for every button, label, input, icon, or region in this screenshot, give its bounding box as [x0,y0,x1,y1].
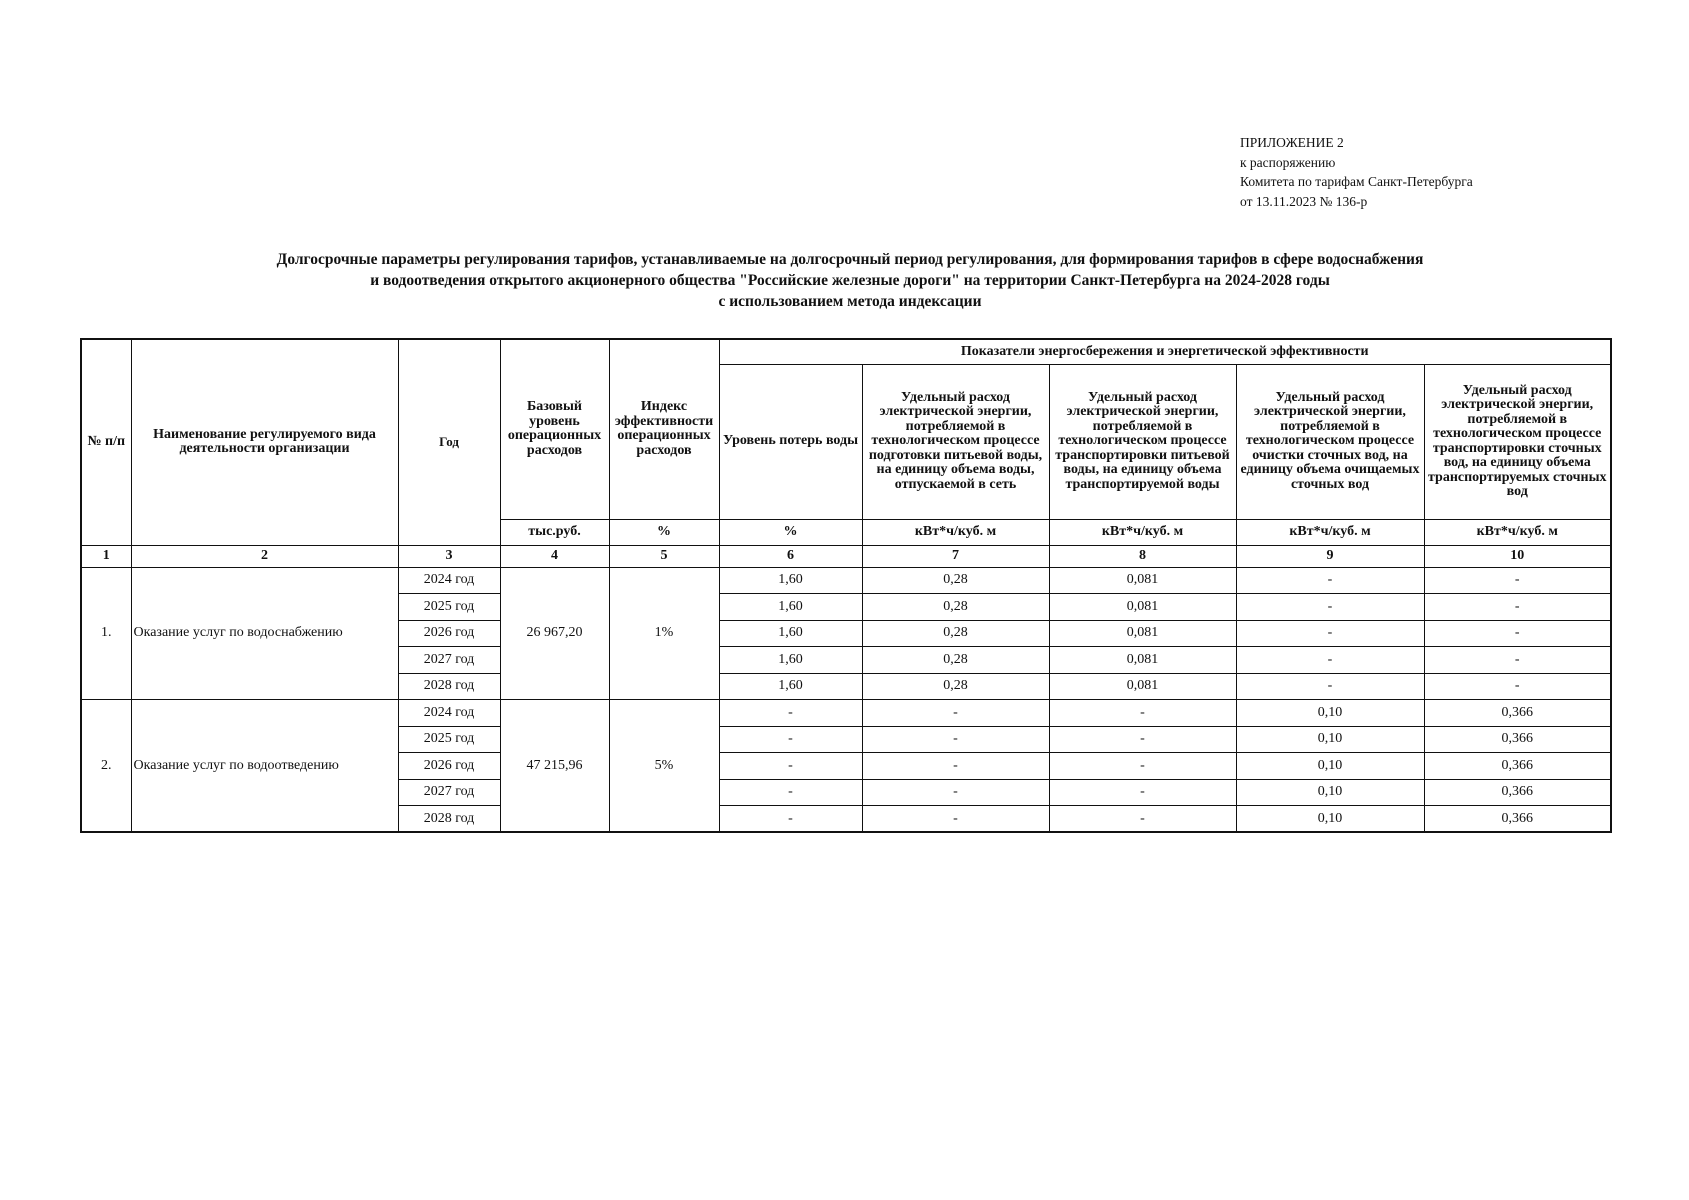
water-loss-value: 1,60 [719,594,862,621]
energy-wastewater-transport-value: - [1424,620,1611,647]
header-num: № п/п [81,339,131,545]
base-level-value: 47 215,96 [500,700,609,833]
year-cell: 2028 год [398,806,500,833]
efficiency-index-value: 1% [609,567,719,700]
unit-energy-water-transport: кВт*ч/куб. м [1049,519,1236,545]
energy-wastewater-cleaning-value: - [1236,620,1424,647]
header-efficiency-index: Индекс эффективности операционных расходов [609,339,719,519]
water-loss-value: 1,60 [719,620,862,647]
energy-wastewater-cleaning-value: - [1236,673,1424,700]
title-line-1: Долгосрочные параметры регулирования тарифов, устанавливаемые на долгосрочный период регулирования, для формирования тарифов в сфере водоснабжения [276,251,1424,268]
appendix-date: от 13.11.2023 № 136-р [1240,193,1368,209]
energy-preparation-value: 0,28 [862,673,1049,700]
energy-wastewater-transport-value: 0,366 [1424,806,1611,833]
header-energy-group: Показатели энергосбережения и энергетической эффективности [719,339,1611,364]
energy-preparation-value: 0,28 [862,620,1049,647]
water-loss-value: - [719,753,862,780]
unit-energy-wastewater-transport: кВт*ч/куб. м [1424,519,1611,545]
energy-wastewater-cleaning-value: 0,10 [1236,726,1424,753]
water-loss-value: - [719,806,862,833]
header-energy-wastewater-transport: Удельный расход электрической энергии, потребляемой в технологическом процессе транспортировки сточных вод, на единицу объема транспортируемых сточных вод [1424,364,1611,519]
energy-wastewater-transport-value: - [1424,567,1611,594]
energy-wastewater-transport-value: 0,366 [1424,726,1611,753]
table-row [81,700,1611,727]
base-level-value: 26 967,20 [500,567,609,700]
col-number: 8 [1049,545,1236,567]
unit-index: % [609,519,719,545]
energy-water-transport-value: 0,081 [1049,594,1236,621]
water-loss-value: 1,60 [719,567,862,594]
energy-preparation-value: - [862,726,1049,753]
header-energy-preparation: Удельный расход электрической энергии, потребляемой в технологическом процессе подготовки питьевой воды, на единицу объема воды, отпускаемой в сеть [862,364,1049,519]
energy-water-transport-value: - [1049,726,1236,753]
energy-water-transport-value: 0,081 [1049,647,1236,674]
header-activity-name: Наименование регулируемого вида деятельности организации [131,339,398,545]
energy-wastewater-cleaning-value: 0,10 [1236,700,1424,727]
tariff-parameters-table [80,338,1612,833]
group-number: 2. [81,700,131,833]
water-loss-value: 1,60 [719,673,862,700]
year-cell: 2028 год [398,673,500,700]
year-cell: 2027 год [398,647,500,674]
col-number: 7 [862,545,1049,567]
water-loss-value: - [719,700,862,727]
energy-preparation-value: - [862,806,1049,833]
water-loss-value: 1,60 [719,647,862,674]
year-cell: 2026 год [398,620,500,647]
energy-preparation-value: 0,28 [862,567,1049,594]
energy-wastewater-transport-value: - [1424,647,1611,674]
energy-water-transport-value: 0,081 [1049,673,1236,700]
energy-wastewater-cleaning-value: - [1236,647,1424,674]
column-number-row [81,545,1611,567]
appendix-header [1240,133,1473,211]
header-energy-wastewater-cleaning: Удельный расход электрической энергии, потребляемой в технологическом процессе очистки сточных вод, на единицу объема очищаемых сточных вод [1236,364,1424,519]
energy-water-transport-value: - [1049,753,1236,780]
energy-wastewater-transport-value: - [1424,673,1611,700]
energy-wastewater-transport-value: 0,366 [1424,700,1611,727]
col-number: 3 [398,545,500,567]
water-loss-value: - [719,779,862,806]
year-cell: 2025 год [398,726,500,753]
title-line-2: и водоотведения открытого акционерного общества "Российские железные дороги" на территории Санкт-Петербурга на 2024-2028 годы [370,272,1330,289]
energy-wastewater-cleaning-value: 0,10 [1236,806,1424,833]
unit-energy-preparation: кВт*ч/куб. м [862,519,1049,545]
header-water-loss: Уровень потерь воды [719,364,862,519]
energy-water-transport-value: 0,081 [1049,620,1236,647]
energy-wastewater-cleaning-value: - [1236,594,1424,621]
energy-wastewater-cleaning-value: 0,10 [1236,753,1424,780]
energy-preparation-value: - [862,779,1049,806]
efficiency-index-value: 5% [609,700,719,833]
year-cell: 2025 год [398,594,500,621]
year-cell: 2024 год [398,567,500,594]
appendix-title: ПРИЛОЖЕНИЕ 2 [1240,135,1344,150]
energy-preparation-value: 0,28 [862,594,1049,621]
energy-water-transport-value: 0,081 [1049,567,1236,594]
energy-preparation-value: - [862,753,1049,780]
appendix-committee: Комитета по тарифам Санкт-Петербурга [1240,174,1473,189]
unit-base: тыс.руб. [500,519,609,545]
header-base-level: Базовый уровень операционных расходов [500,339,609,519]
activity-name: Оказание услуг по водоснабжению [131,567,398,700]
appendix-ref: к распоряжению [1240,154,1336,170]
col-number: 2 [131,545,398,567]
col-number: 5 [609,545,719,567]
header-year: Год [398,339,500,545]
energy-wastewater-transport-value: 0,366 [1424,753,1611,780]
col-number: 10 [1424,545,1611,567]
document-title [120,249,1580,312]
unit-loss: % [719,519,862,545]
energy-water-transport-value: - [1049,700,1236,727]
energy-preparation-value: 0,28 [862,647,1049,674]
group-number: 1. [81,567,131,700]
energy-water-transport-value: - [1049,779,1236,806]
col-number: 1 [81,545,131,567]
energy-wastewater-cleaning-value: 0,10 [1236,779,1424,806]
header-energy-water-transport: Удельный расход электрической энергии, потребляемой в технологическом процессе транспортировки питьевой воды, на единицу объема транспортируемой воды [1049,364,1236,519]
water-loss-value: - [719,726,862,753]
table-row [81,567,1611,594]
activity-name: Оказание услуг по водоотведению [131,700,398,833]
unit-energy-wastewater-cleaning: кВт*ч/куб. м [1236,519,1424,545]
energy-wastewater-cleaning-value: - [1236,567,1424,594]
col-number: 9 [1236,545,1424,567]
energy-water-transport-value: - [1049,806,1236,833]
energy-wastewater-transport-value: - [1424,594,1611,621]
year-cell: 2026 год [398,753,500,780]
energy-preparation-value: - [862,700,1049,727]
year-cell: 2027 год [398,779,500,806]
col-number: 4 [500,545,609,567]
energy-wastewater-transport-value: 0,366 [1424,779,1611,806]
col-number: 6 [719,545,862,567]
title-line-3: с использованием метода индексации [718,293,982,310]
year-cell: 2024 год [398,700,500,727]
